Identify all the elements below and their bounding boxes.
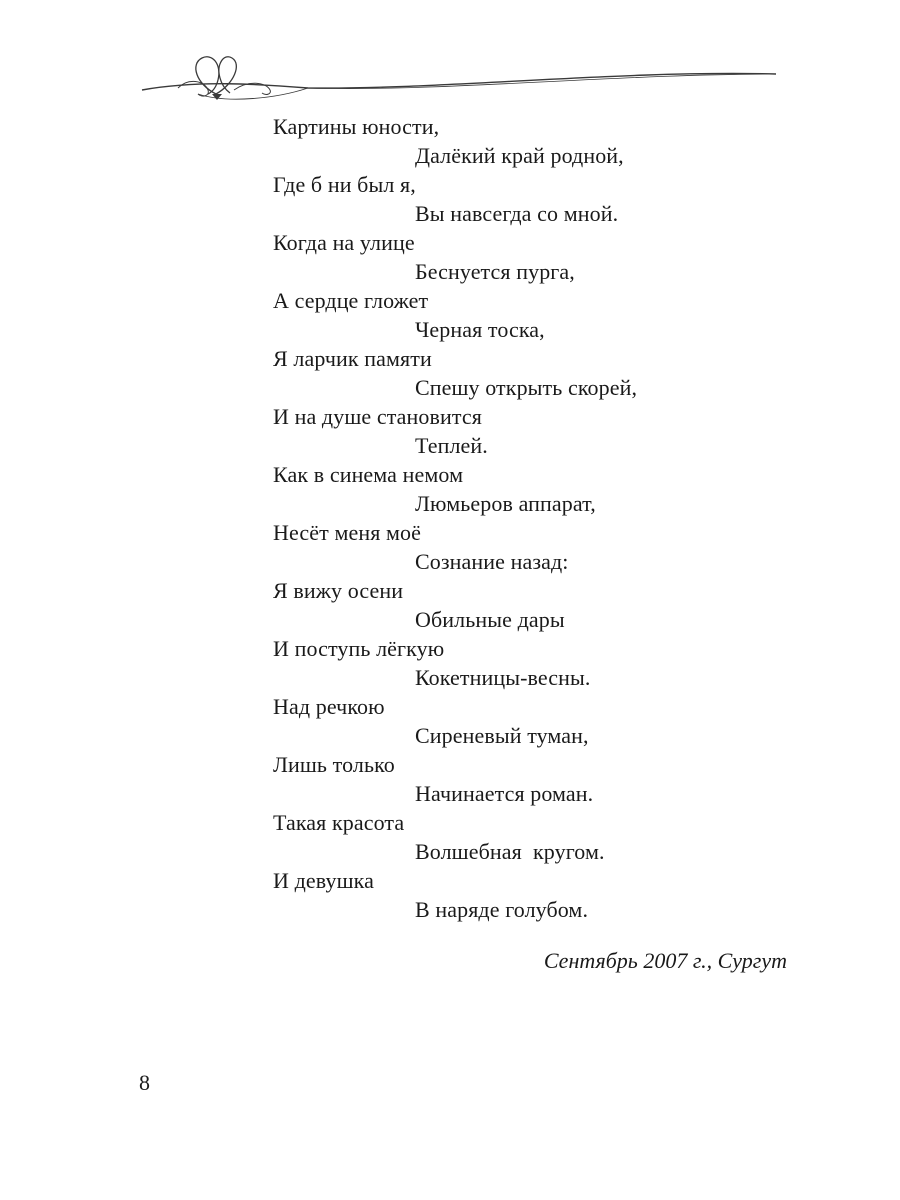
poem-line: Картины юности, bbox=[273, 114, 440, 139]
poem-line: Над речкою bbox=[273, 694, 385, 719]
poem-line: Люмьеров аппарат, bbox=[415, 491, 596, 516]
poem-line: Где б ни был я, bbox=[273, 172, 416, 197]
poem-line: Теплей. bbox=[415, 433, 488, 458]
poem-line: Несёт меня моё bbox=[273, 520, 422, 545]
poem-line: Сиреневый туман, bbox=[415, 723, 589, 748]
poem-line: Беснуется пурга, bbox=[415, 259, 575, 284]
poem-line: А сердце гложет bbox=[273, 288, 429, 313]
poem-line: Сознание назад: bbox=[415, 549, 569, 574]
poem-lines bbox=[273, 112, 637, 924]
flourish-heart-ornament-icon bbox=[138, 50, 778, 106]
poem-line: Кокетницы-весны. bbox=[415, 665, 591, 690]
poem-line: Далёкий край родной, bbox=[415, 143, 624, 168]
poem-line: Когда на улице bbox=[273, 230, 415, 255]
poem-line: Обильные дары bbox=[415, 607, 565, 632]
poem-line: Начинается роман. bbox=[415, 781, 594, 806]
poem-line: Волшебная кругом. bbox=[415, 839, 605, 864]
poem-line: И девушка bbox=[273, 868, 374, 893]
poem-line: Я вижу осени bbox=[273, 578, 404, 603]
page-number: 8 bbox=[139, 1070, 150, 1095]
poem-line: Спешу открыть скорей, bbox=[415, 375, 638, 400]
poem-line: Черная тоска, bbox=[415, 317, 545, 342]
poem-line: Лишь только bbox=[273, 752, 395, 777]
poem-signature: Сентябрь 2007 г., Сургут bbox=[543, 948, 787, 973]
poem-line: Такая красота bbox=[273, 810, 405, 835]
poem-line: И на душе становится bbox=[273, 404, 482, 429]
poem-line: Вы навсегда со мной. bbox=[415, 201, 619, 226]
poem-line: И поступь лёгкую bbox=[273, 636, 445, 661]
poem-line: Я ларчик памяти bbox=[273, 346, 432, 371]
poem-line: Как в синема немом bbox=[273, 462, 464, 487]
poem-line: В наряде голубом. bbox=[415, 897, 589, 922]
